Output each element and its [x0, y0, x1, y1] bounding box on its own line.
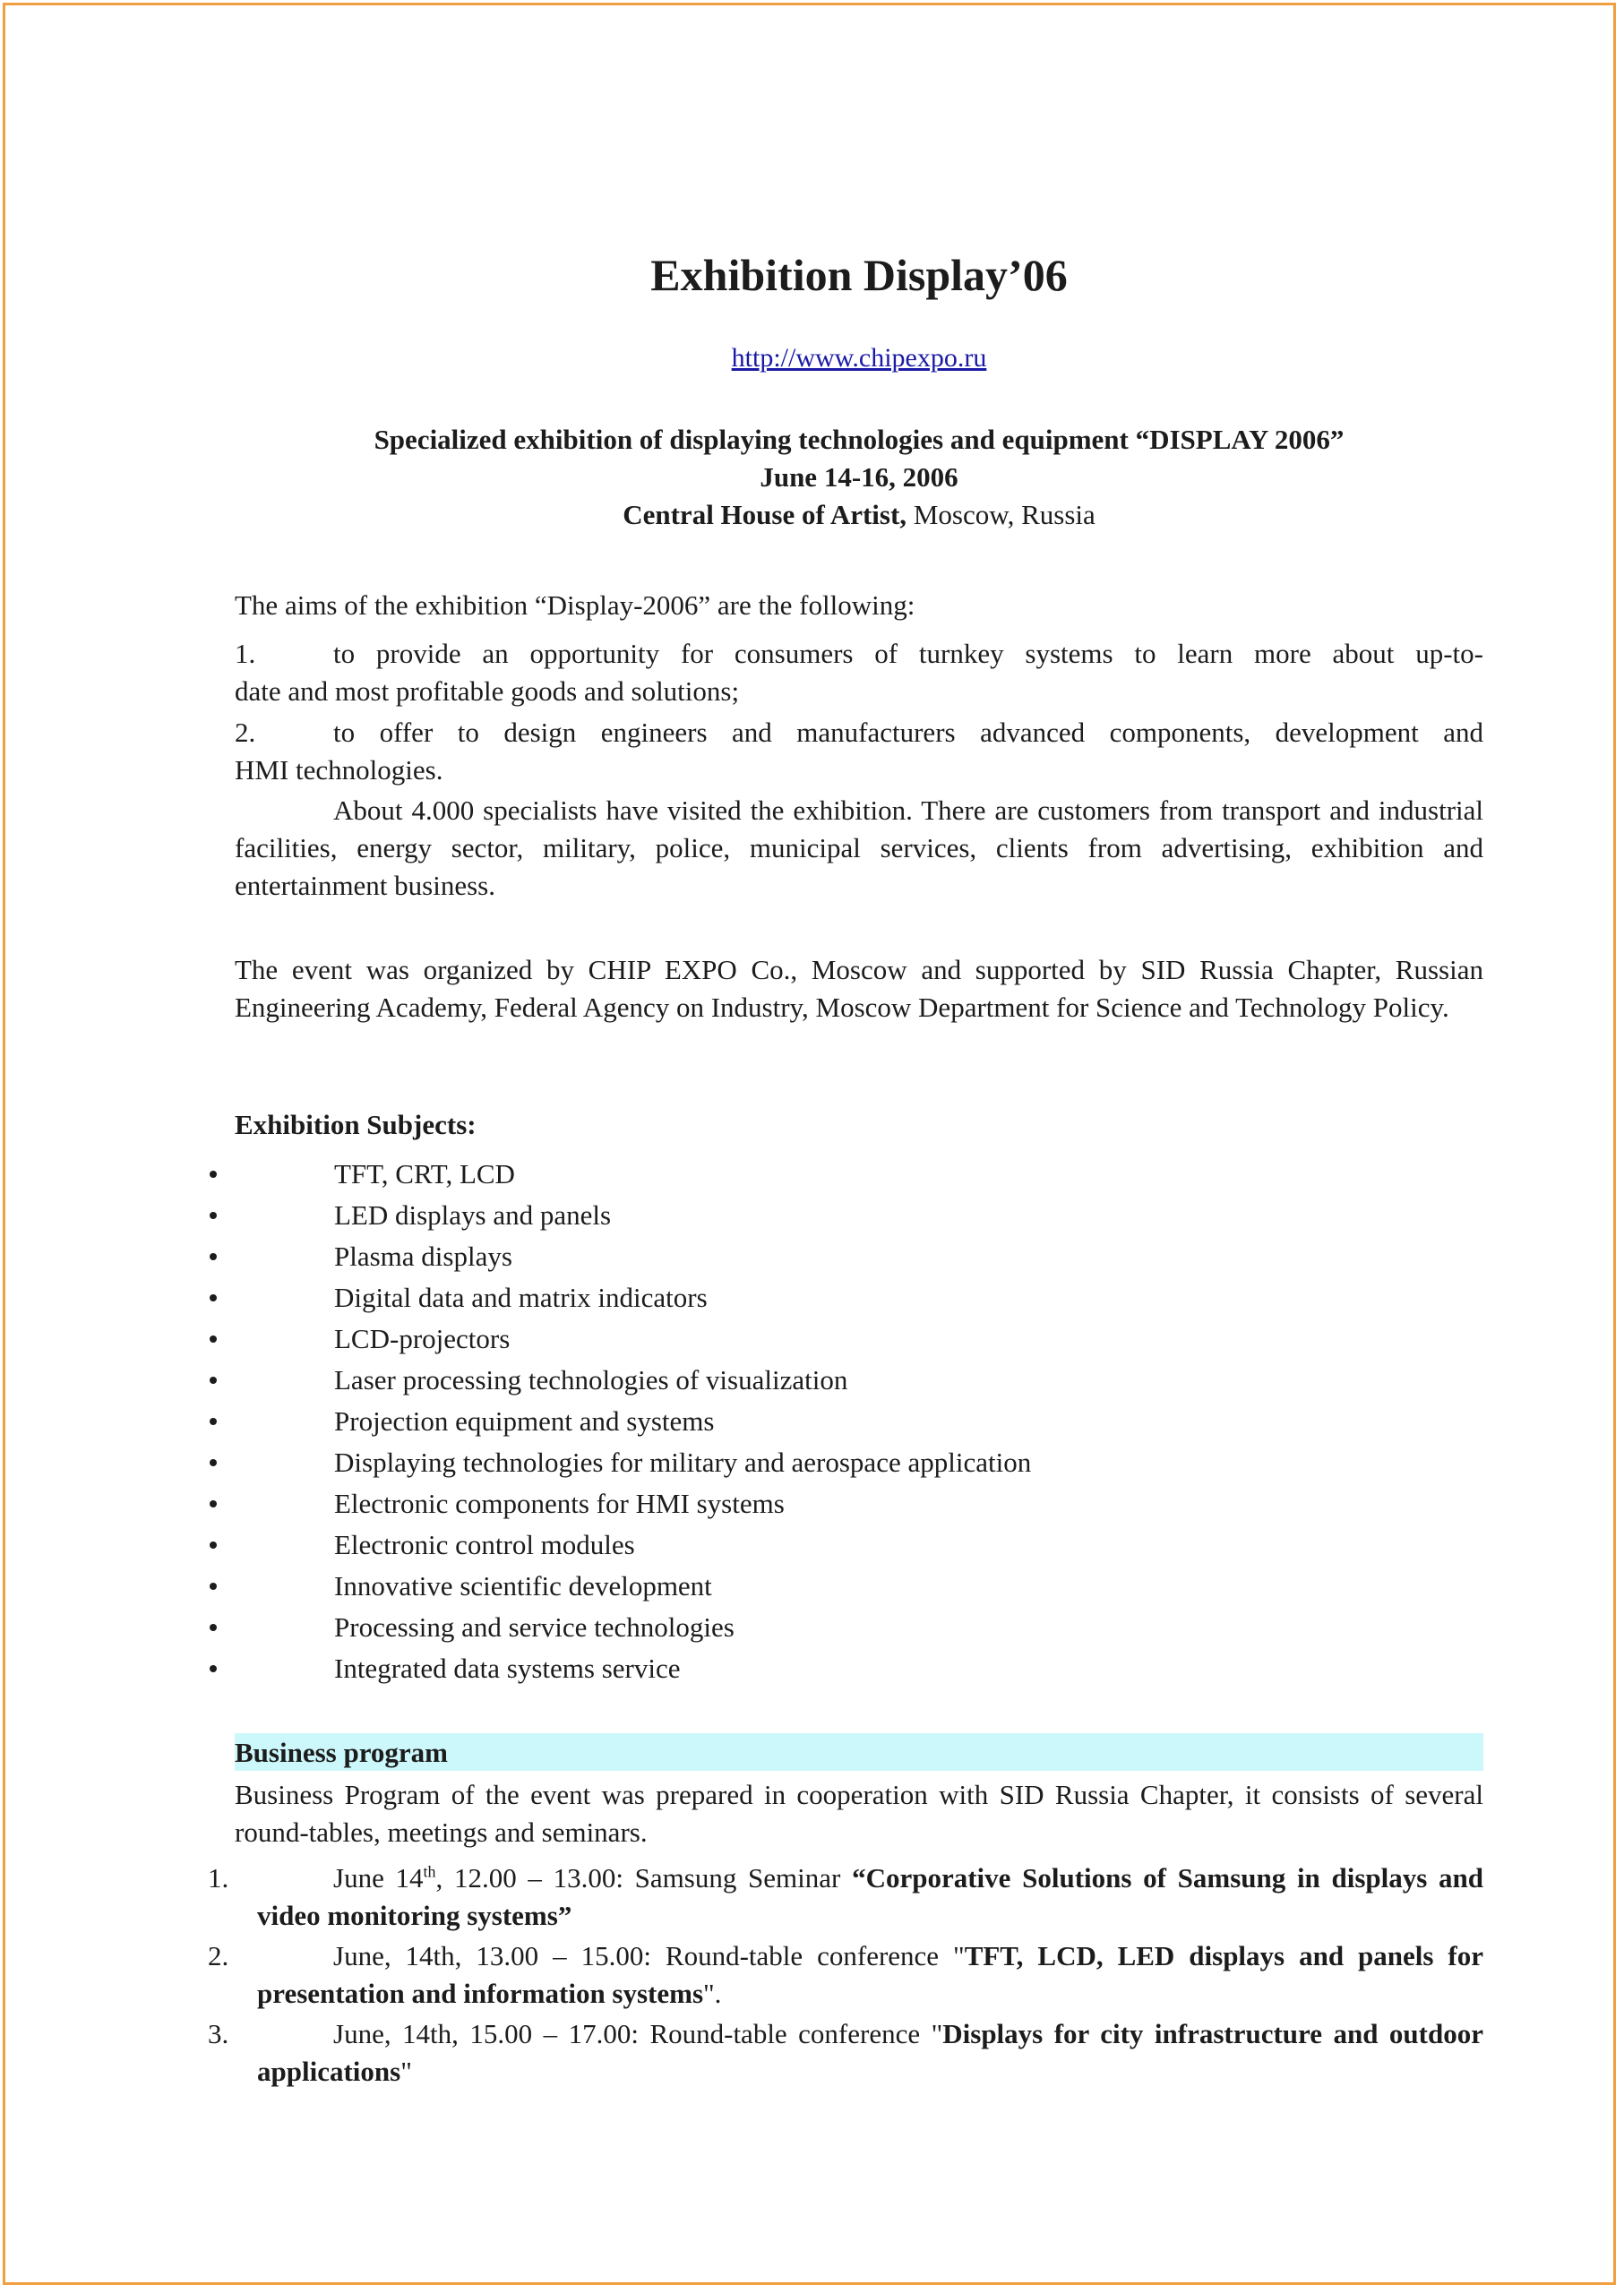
list-item: [0, 1195, 1523, 1236]
list-item-text: LCD-projectors: [334, 1323, 511, 1354]
bullet-icon: [210, 1253, 217, 1260]
program-item-number: 3.: [208, 2018, 229, 2049]
bullet-icon: [210, 1500, 217, 1507]
program-item-date: June, 14th, 15.00 – 17.00: Round-table conference ": [333, 2018, 943, 2049]
venue-name: Central House of Artist,: [623, 499, 907, 530]
program-item-date: June 14: [333, 1862, 424, 1894]
list-item-text: Displaying technologies for military and aerospace application: [334, 1447, 1032, 1478]
list-item: [0, 1154, 1523, 1195]
bullet-icon: [210, 1665, 217, 1672]
program-item-topic: “Corporative Solutions of Samsung in displays and video monitoring systems”: [257, 1862, 1484, 1931]
aims-item-number: 1.: [235, 638, 256, 669]
program-item-topic: Displays for city infrastructure and outdoor applications: [257, 2018, 1483, 2087]
list-item: [0, 1524, 1523, 1566]
list-item: [0, 1442, 1523, 1483]
list-item-text: Laser processing technologies of visualization: [334, 1364, 848, 1396]
program-item-time: , 12.00 – 13.00: Samsung Seminar: [435, 1862, 853, 1894]
exhibition-venue: [235, 499, 1483, 531]
bullet-icon: [210, 1542, 217, 1549]
business-program-heading: Business program: [235, 1733, 1483, 1771]
bullet-icon: [210, 1418, 217, 1425]
aims-item-continuation: date and most profitable goods and solutions;: [235, 675, 740, 707]
list-item: [0, 1566, 1523, 1607]
subjects-list: [0, 1154, 1523, 1689]
list-item: [0, 1648, 1523, 1689]
program-item-date: June, 14th, 13.00 – 15.00: Round-table conference ": [333, 1940, 965, 1971]
list-item-text: Electronic components for HMI systems: [334, 1488, 785, 1519]
program-item-tail: ": [400, 2056, 412, 2087]
program-item-date-suffix: th: [423, 1862, 436, 1881]
program-item-number: 1.: [208, 1862, 229, 1894]
visitors-paragraph: About 4.000 specialists have visited the exhibition. There are customers from transport and industrial facilities, energy sector, military, police, municipal services, clients from advertising, exhibition and entertainment business.: [235, 794, 1483, 901]
bullet-icon: [210, 1212, 217, 1219]
aims-item-continuation: HMI technologies.: [235, 754, 443, 786]
list-item-text: Digital data and matrix indicators: [334, 1282, 708, 1313]
bullet-icon: [210, 1459, 217, 1466]
bullet-icon: [210, 1335, 217, 1343]
list-item-text: LED displays and panels: [334, 1199, 612, 1231]
program-item-topic: TFT, LCD, LED displays and panels for presentation and information systems: [257, 1940, 1484, 2009]
website-link[interactable]: http://www.chipexpo.ru: [731, 343, 987, 373]
bullet-icon: [210, 1624, 217, 1631]
program-item: [208, 1937, 1484, 2013]
list-item: [0, 1360, 1523, 1401]
aims-intro: The aims of the exhibition “Display-2006” are the following:: [235, 589, 915, 621]
exhibition-dates: June 14-16, 2006: [760, 461, 958, 493]
list-item-text: Plasma displays: [334, 1241, 512, 1272]
aims-item-number: 2.: [235, 717, 256, 748]
list-item-text: TFT, CRT, LCD: [334, 1158, 515, 1189]
list-item-text: Projection equipment and systems: [334, 1405, 715, 1437]
bullet-icon: [210, 1171, 217, 1178]
program-item: [208, 2015, 1483, 2091]
bullet-icon: [210, 1583, 217, 1590]
list-item-text: Integrated data systems service: [334, 1653, 681, 1684]
exhibition-subtitle: Specialized exhibition of displaying technologies and equipment “DISPLAY 2006”: [374, 424, 1345, 455]
document-title: Exhibition Display’06: [650, 250, 1068, 300]
business-program-intro: Business Program of the event was prepared in cooperation with SID Russia Chapter, it consists of several round-tables, meetings and seminars.: [235, 1779, 1483, 1848]
list-item: [0, 1401, 1523, 1442]
bullet-icon: [210, 1377, 217, 1384]
subjects-heading: Exhibition Subjects:: [235, 1109, 477, 1140]
list-item: [0, 1236, 1523, 1277]
aims-item: [235, 714, 1483, 789]
list-item-text: Processing and service technologies: [334, 1611, 735, 1643]
list-item: [0, 1607, 1523, 1648]
list-item-text: Electronic control modules: [334, 1529, 635, 1560]
list-item: [0, 1483, 1523, 1524]
program-item: [208, 1859, 1484, 1935]
aims-item-text: to offer to design engineers and manufacturers advanced components, development and: [333, 717, 1483, 748]
organizers-paragraph: The event was organized by CHIP EXPO Co., Moscow and supported by SID Russia Chapter, Russian Engineering Academy, Federal Agency on Industry, Moscow Department for Science and Technology Policy.: [235, 954, 1483, 1023]
venue-city: Moscow, Russia: [907, 499, 1096, 530]
program-item-number: 2.: [208, 1940, 229, 1971]
program-item-tail: ".: [703, 1978, 722, 2009]
aims-item-text: to provide an opportunity for consumers of turnkey systems to learn more about up-to-: [333, 638, 1483, 669]
aims-item: [235, 635, 1483, 710]
bullet-icon: [210, 1294, 217, 1301]
list-item: [0, 1318, 1523, 1360]
list-item-text: Innovative scientific development: [334, 1570, 712, 1602]
list-item: [0, 1277, 1523, 1318]
